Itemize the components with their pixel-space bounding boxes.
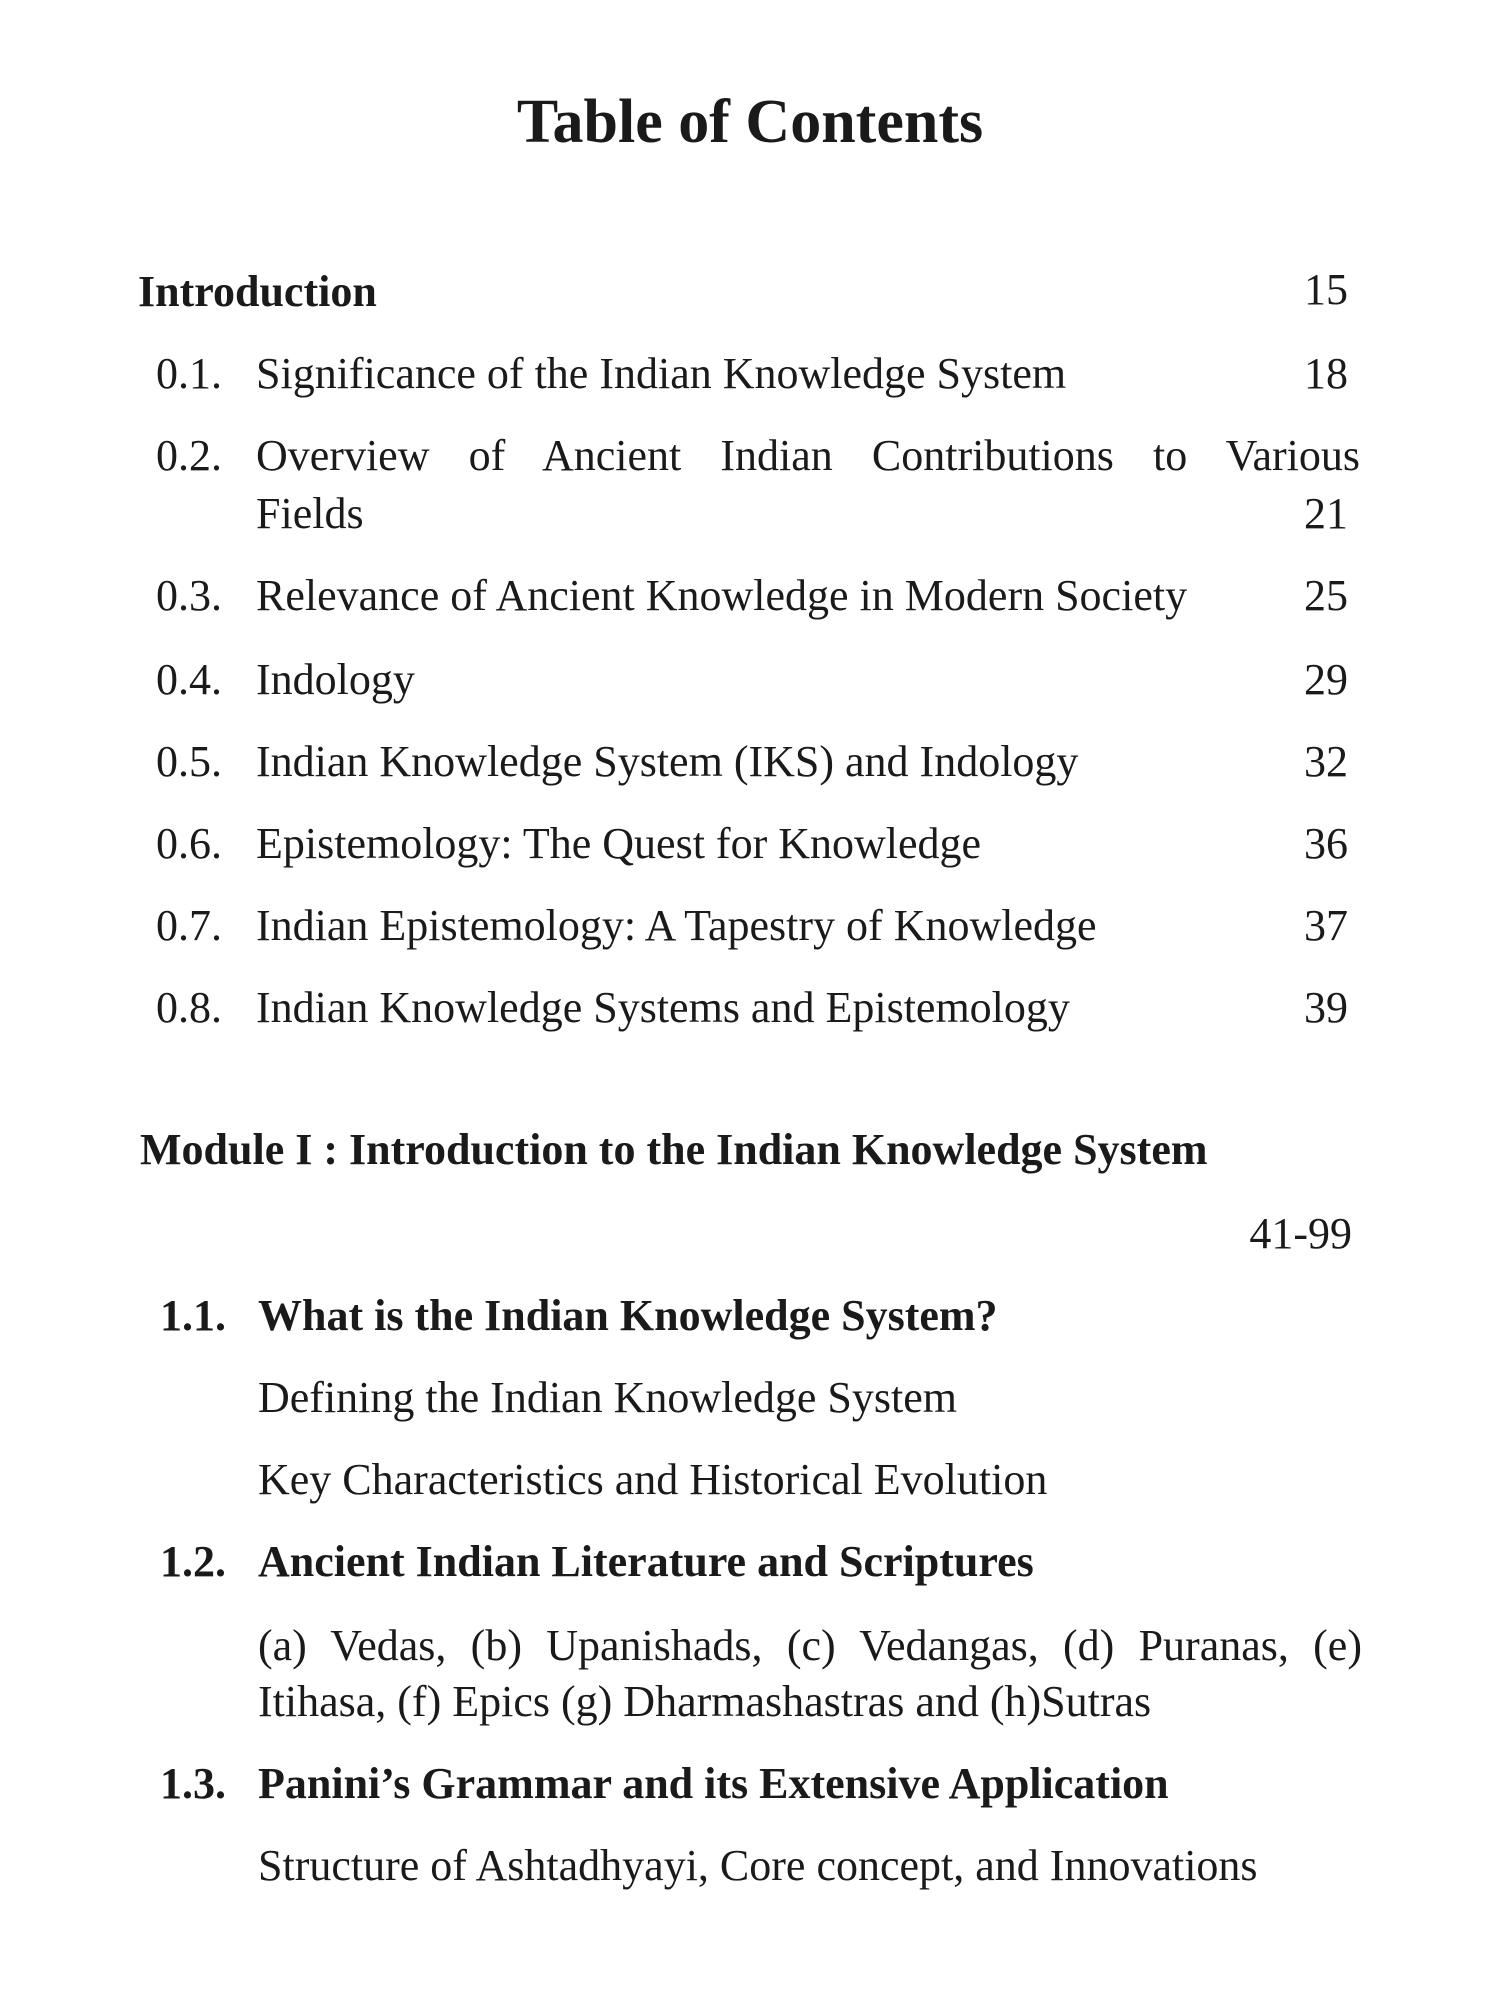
section-subitem-continued: Itihasa, (f) Epics (g) Dharmashastras and (h)Sutras	[258, 1677, 1152, 1726]
toc-entry-title: Indian Knowledge System (IKS) and Indology	[256, 737, 1079, 786]
toc-entry-page: 29	[1304, 655, 1348, 704]
module-heading: Module I : Introduction to the Indian Knowledge System	[140, 1125, 1208, 1174]
section-subitem: Key Characteristics and Historical Evolution	[258, 1455, 1048, 1504]
module-page-range: 41-99	[1249, 1209, 1352, 1258]
toc-entry-page: 37	[1304, 901, 1348, 950]
toc-entry-number: 0.2.	[156, 431, 222, 480]
toc-entry-number: 0.4.	[156, 655, 222, 704]
section-title: Panini’s Grammar and its Extensive Application	[258, 1759, 1169, 1808]
section-title: What is the Indian Knowledge System?	[258, 1291, 998, 1340]
section-title: Ancient Indian Literature and Scriptures	[258, 1537, 1034, 1586]
toc-entry-page: 39	[1304, 983, 1348, 1032]
toc-entry-number: 0.1.	[156, 349, 222, 398]
toc-entry-title: Epistemology: The Quest for Knowledge	[256, 819, 982, 868]
section-number: 1.3.	[160, 1759, 226, 1808]
toc-entry-page: 21	[1304, 489, 1348, 538]
page-title: Table of Contents	[516, 88, 984, 156]
section-subitem: Structure of Ashtadhyayi, Core concept, and Innovations	[258, 1841, 1258, 1890]
introduction-heading: Introduction	[138, 267, 377, 316]
toc-entry-title: Significance of the Indian Knowledge System	[256, 349, 1067, 398]
toc-entry-page: 25	[1304, 571, 1348, 620]
toc-entry-title: Indian Epistemology: A Tapestry of Knowledge	[256, 901, 1097, 950]
toc-entry-page: 32	[1304, 737, 1348, 786]
toc-entry-number: 0.7.	[156, 901, 222, 950]
section-subitem: (a) Vedas, (b) Upanishads, (c) Vedangas, (d) Puranas, (e)	[258, 1621, 1362, 1670]
toc-entry-page: 36	[1304, 819, 1348, 868]
section-number: 1.1.	[160, 1291, 226, 1340]
toc-entry-page: 18	[1304, 349, 1348, 398]
toc-entry-title: Indian Knowledge Systems and Epistemology	[256, 983, 1070, 1032]
section-subitem: Defining the Indian Knowledge System	[258, 1373, 957, 1422]
section-number: 1.2.	[160, 1537, 226, 1586]
toc-entry-title: Relevance of Ancient Knowledge in Modern Society	[256, 571, 1188, 620]
toc-entry-title-continued: Fields	[256, 489, 364, 538]
introduction-page-number: 15	[1304, 265, 1348, 314]
toc-entry-number: 0.3.	[156, 571, 222, 620]
toc-entry-title: Indology	[256, 655, 415, 704]
toc-entry-number: 0.6.	[156, 819, 222, 868]
toc-entry-number: 0.5.	[156, 737, 222, 786]
toc-entry-number: 0.8.	[156, 983, 222, 1032]
toc-entry-title: Overview of Ancient Indian Contributions to Various	[256, 431, 1360, 480]
